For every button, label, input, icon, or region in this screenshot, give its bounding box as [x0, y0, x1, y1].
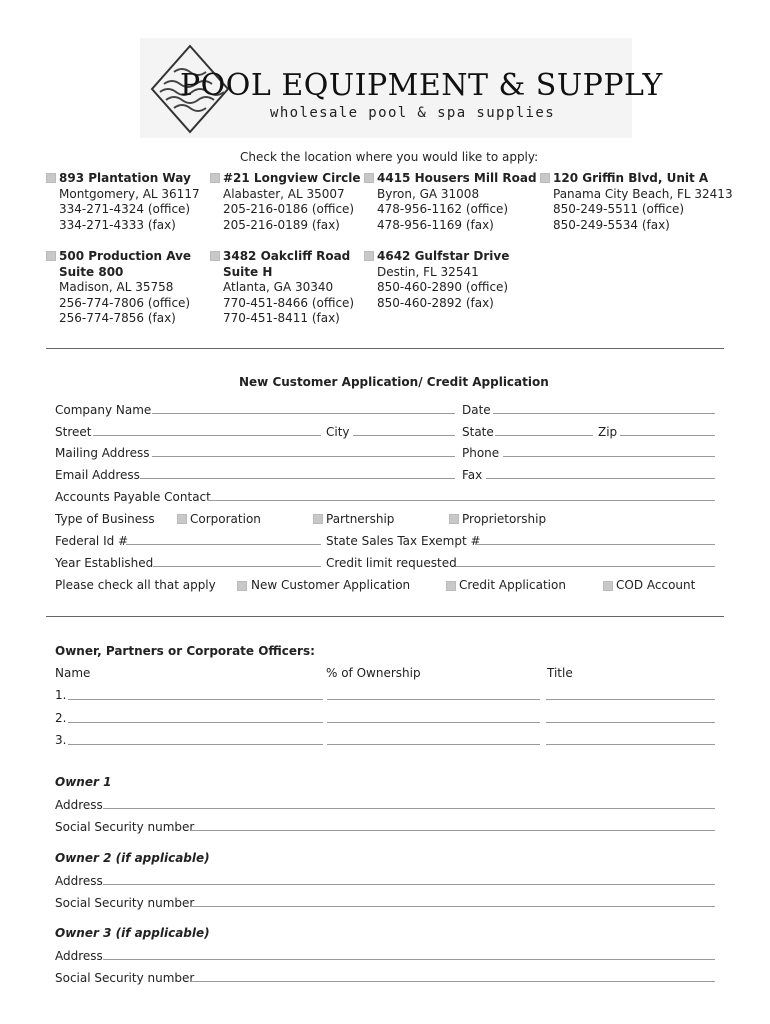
federal-id-label: Federal Id # — [55, 534, 129, 548]
street-field[interactable] — [93, 435, 321, 436]
state-tax-label: State Sales Tax Exempt # — [326, 534, 481, 548]
partnership-label: Partnership — [326, 512, 395, 526]
new-customer-checkbox[interactable] — [237, 581, 247, 591]
cod-account-label: COD Account — [616, 578, 696, 592]
col-ownership-label: % of Ownership — [326, 666, 421, 680]
location-line: 850-249-5511 (office) — [553, 202, 685, 216]
owner-title-field[interactable] — [546, 722, 715, 723]
owner-title-field[interactable] — [546, 699, 715, 700]
partnership-checkbox[interactable] — [313, 514, 323, 524]
logo-tagline: wholesale pool & spa supplies — [270, 105, 556, 121]
credit-limit-label: Credit limit requested — [326, 556, 457, 570]
phone-label: Phone — [462, 446, 500, 460]
state-label: State — [462, 425, 494, 439]
year-established-field[interactable] — [153, 566, 321, 567]
corporation-label: Corporation — [190, 512, 261, 526]
type-of-business-label: Type of Business — [55, 512, 155, 526]
location-line: Destin, FL 32541 — [377, 264, 479, 279]
location-line: 770-451-8411 (fax) — [223, 311, 340, 325]
owner-ssn-field[interactable] — [191, 830, 715, 831]
location-title: 4642 Gulfstar Drive — [377, 249, 510, 263]
location-checkbox[interactable] — [364, 251, 374, 261]
location-title: 893 Plantation Way — [59, 171, 191, 185]
location-line: 850-249-5534 (fax) — [553, 217, 670, 232]
location-line: 334-271-4324 (office) — [59, 202, 191, 216]
location-line: 334-271-4333 (fax) — [59, 217, 176, 232]
location-line: Panama City Beach, FL 32413 — [553, 186, 733, 201]
location-line: Byron, GA 31008 — [377, 186, 480, 201]
credit-limit-field[interactable] — [456, 566, 715, 567]
owner-name-field[interactable] — [68, 699, 323, 700]
proprietorship-label: Proprietorship — [462, 512, 547, 526]
location-line: 205-216-0189 (fax) — [223, 217, 340, 232]
zip-label: Zip — [598, 425, 618, 439]
state-field[interactable] — [495, 435, 593, 436]
email-address-label: Email Address — [55, 468, 140, 482]
owner-ownership-field[interactable] — [327, 744, 540, 745]
divider — [46, 616, 724, 617]
credit-application-label: Credit Application — [459, 578, 566, 592]
location-line: 478-956-1162 (office) — [377, 202, 509, 216]
location-line: Madison, AL 35758 — [59, 280, 174, 294]
owner-row-number: 2. — [55, 710, 67, 725]
owner-row-number: 3. — [55, 733, 67, 747]
owner-address-label: Address — [55, 874, 103, 888]
location-title: 4415 Housers Mill Road — [377, 171, 537, 185]
city-field[interactable] — [353, 435, 455, 436]
location-checkbox[interactable] — [210, 173, 220, 183]
location-suite: Suite 800 — [59, 264, 124, 279]
owner-ownership-field[interactable] — [327, 699, 540, 700]
fax-field[interactable] — [486, 478, 715, 479]
owner-section-title: Owner 1 — [55, 775, 112, 789]
location-title: 500 Production Ave — [59, 249, 192, 263]
col-title-label: Title — [547, 666, 573, 680]
location-checkbox[interactable] — [46, 251, 56, 261]
owner-ssn-field[interactable] — [191, 906, 715, 907]
mailing-address-field[interactable] — [152, 456, 455, 457]
location-title: 3482 Oakcliff Road — [223, 249, 351, 263]
proprietorship-checkbox[interactable] — [449, 514, 459, 524]
col-name-label: Name — [55, 666, 91, 680]
corporation-checkbox[interactable] — [177, 514, 187, 524]
ap-contact-field[interactable] — [208, 500, 715, 501]
owner-name-field[interactable] — [68, 744, 323, 745]
location-line: 256-774-7856 (fax) — [59, 311, 176, 325]
street-label: Street — [55, 425, 92, 439]
owner-ssn-label: Social Security number — [55, 896, 195, 910]
location-checkbox[interactable] — [210, 251, 220, 261]
location-line: Atlanta, GA 30340 — [223, 280, 334, 294]
location-line: 850-460-2890 (office) — [377, 280, 509, 294]
location-line: Montgomery, AL 36117 — [59, 186, 200, 201]
owner-address-label: Address — [55, 949, 103, 963]
date-label: Date — [462, 403, 491, 417]
credit-application-checkbox[interactable] — [446, 581, 456, 591]
state-tax-field[interactable] — [475, 544, 715, 545]
fax-label: Fax — [462, 468, 483, 482]
location-line: 478-956-1169 (fax) — [377, 217, 494, 232]
check-all-label: Please check all that apply — [55, 578, 216, 592]
phone-field[interactable] — [503, 456, 715, 457]
logo-name: POOL EQUIPMENT & SUPPLY — [180, 68, 663, 103]
location-line: 256-774-7806 (office) — [59, 295, 191, 310]
location-title: #21 Longview Circle — [223, 171, 361, 185]
location-line: 770-451-8466 (office) — [223, 295, 355, 310]
location-checkbox[interactable] — [46, 173, 56, 183]
owner-ssn-label: Social Security number — [55, 971, 195, 985]
owners-heading: Owner, Partners or Corporate Officers: — [55, 644, 315, 658]
ap-contact-label: Accounts Payable Contact — [55, 490, 211, 504]
location-checkbox[interactable] — [540, 173, 550, 183]
application-heading: New Customer Application/ Credit Application — [239, 375, 549, 389]
company-name-label: Company Name — [55, 403, 152, 417]
owner-address-field[interactable] — [103, 959, 715, 960]
owner-title-field[interactable] — [546, 744, 715, 745]
location-title: 120 Griffin Blvd, Unit A — [553, 171, 709, 185]
company-logo — [140, 38, 663, 138]
cod-account-checkbox[interactable] — [603, 581, 613, 591]
city-label: City — [326, 425, 350, 439]
owner-ownership-field[interactable] — [327, 722, 540, 723]
email-address-field[interactable] — [140, 478, 455, 479]
zip-field[interactable] — [620, 435, 715, 436]
owner-section-title: Owner 2 (if applicable) — [55, 851, 210, 865]
owner-row-number: 1. — [55, 688, 67, 702]
location-line: Alabaster, AL 35007 — [223, 186, 345, 201]
year-established-label: Year Established — [55, 556, 154, 570]
location-line: 205-216-0186 (office) — [223, 202, 355, 216]
owner-address-field[interactable] — [103, 808, 715, 809]
federal-id-field[interactable] — [126, 544, 321, 545]
owner-address-label: Address — [55, 798, 103, 812]
company-name-field[interactable] — [152, 413, 455, 414]
date-field[interactable] — [493, 413, 715, 414]
owner-address-field[interactable] — [103, 884, 715, 885]
owner-name-field[interactable] — [68, 722, 323, 723]
owner-ssn-label: Social Security number — [55, 820, 195, 834]
location-checkbox[interactable] — [364, 173, 374, 183]
mailing-address-label: Mailing Address — [55, 446, 150, 460]
owner-ssn-field[interactable] — [191, 981, 715, 982]
divider — [46, 348, 724, 349]
location-line: 850-460-2892 (fax) — [377, 295, 494, 310]
owner-section-title: Owner 3 (if applicable) — [55, 926, 210, 940]
location-prompt: Check the location where you would like to apply: — [240, 150, 539, 164]
new-customer-label: New Customer Application — [251, 578, 411, 592]
location-suite: Suite H — [223, 264, 273, 279]
